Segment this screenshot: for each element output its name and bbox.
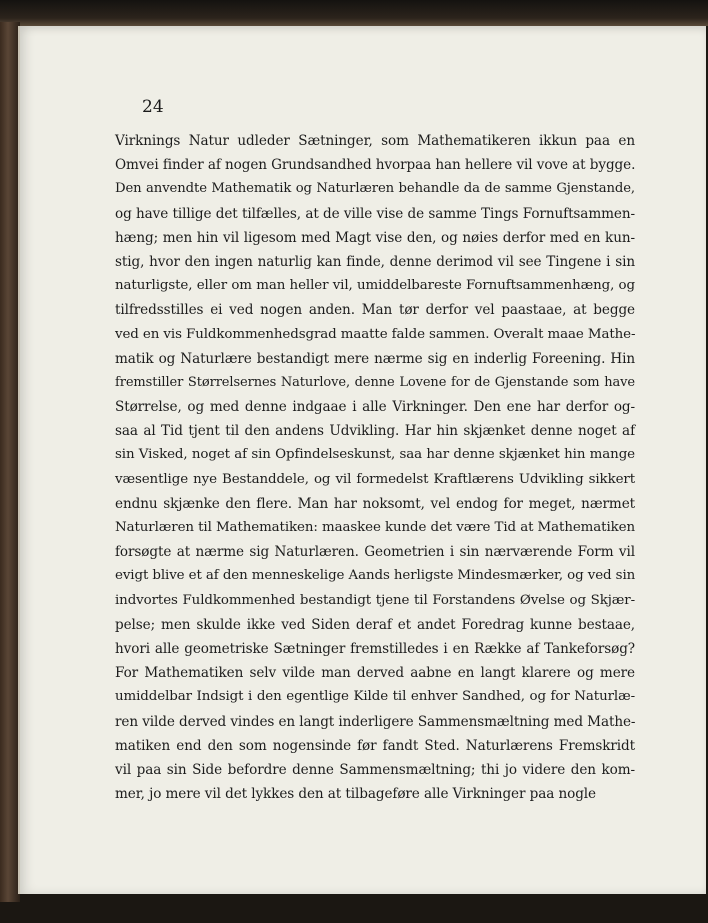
page-number: 24 xyxy=(142,97,164,117)
text-line: sin Visked, noget af sin Opfindelseskunst, saa har denne skjænket hin mange xyxy=(115,447,635,463)
text-line: Naturlæren til Mathematiken: maaskee kunde det være Tid at Mathematiken xyxy=(115,520,635,535)
text-line: fremstiller Størrelsernes Naturlove, denne Lovene for de Gjenstande som have xyxy=(115,374,635,390)
text-line: umiddelbar Indsigt i den egentlige Kilde til enhver Sandhed, og for Naturlæ- xyxy=(115,689,635,705)
text-line: ved en vis Fuldkommenhedsgrad maatte falde sammen. Overalt maae Mathe- xyxy=(115,326,636,342)
text-line: vil paa sin Side befordre denne Sammensmæltning; thi jo videre den kom- xyxy=(115,761,635,778)
text-line: Virknings Natur udleder Sætninger, som Mathematikeren ikkun paa en xyxy=(115,133,635,149)
text-line: matik og Naturlære bestandigt mere nærme sig en inderlig Foreening. Hin xyxy=(115,350,635,367)
book-top-edge xyxy=(0,0,708,26)
text-line: Størrelse, og med denne indgaae i alle Virkninger. Den ene har derfor og- xyxy=(115,399,635,416)
text-line: matiken end den som nogensinde før fandt Sted. Naturlærens Fremskridt xyxy=(115,737,635,754)
text-line: saa al Tid tjent til den andens Udvikling. Har hin skjænket denne noget af xyxy=(115,423,635,440)
text-line: naturligste, eller om man heller vil, umiddelbareste Fornuftsammenhæng, og xyxy=(115,278,635,294)
text-line: For Mathematiken selv vilde man derved aabne en langt klarere og mere xyxy=(115,665,635,682)
text-line: endnu skjænke den flere. Man har noksomt, vel endog for meget, nærmet xyxy=(115,495,635,512)
text-line: hvori alle geometriske Sætninger fremstilledes i en Række af Tankeforsøg? xyxy=(115,640,635,657)
text-line: Omvei finder af nogen Grundsandhed hvorpaa han hellere vil vove at bygge. xyxy=(115,157,636,174)
text-line: væsentlige nye Bestanddele, og vil formedelst Kraftlærens Udvikling sikkert xyxy=(115,471,635,487)
text-line: ren vilde derved vindes en langt inderligere Sammensmæltning med Mathe- xyxy=(115,713,636,730)
text-line: tilfredsstilles ei ved nogen anden. Man tør derfor vel paastaae, at begge xyxy=(115,302,635,319)
text-line: evigt blive et af den menneskelige Aands herligste Mindesmærker, og ved sin xyxy=(115,568,636,584)
text-line: indvortes Fuldkommenhed bestandigt tjene til Forstandens Øvelse og Skjær- xyxy=(115,592,635,608)
text-line: forsøgte at nærme sig Naturlæren. Geometrien i sin nærværende Form vil xyxy=(115,544,635,561)
book-cover-edge xyxy=(0,22,20,902)
text-line: pelse; men skulde ikke ved Siden deraf et andet Foredrag kunne bestaae, xyxy=(115,616,635,633)
text-line: Den anvendte Mathematik og Naturlæren behandle da de samme Gjenstande, xyxy=(115,181,635,197)
text-line: og have tillige det tilfælles, at de ville vise de samme Tings Fornuftsammen- xyxy=(115,205,635,222)
page-text xyxy=(115,129,635,806)
text-line: mer, jo mere vil det lykkes den at tilbageføre alle Virkninger paa nogle xyxy=(115,786,596,803)
text-line: stig, hvor den ingen naturlig kan finde, denne derimod vil see Tingene i sin xyxy=(115,253,635,270)
text-line: hæng; men hin vil ligesom med Magt vise den, og nøies derfor med en kun- xyxy=(115,229,635,246)
